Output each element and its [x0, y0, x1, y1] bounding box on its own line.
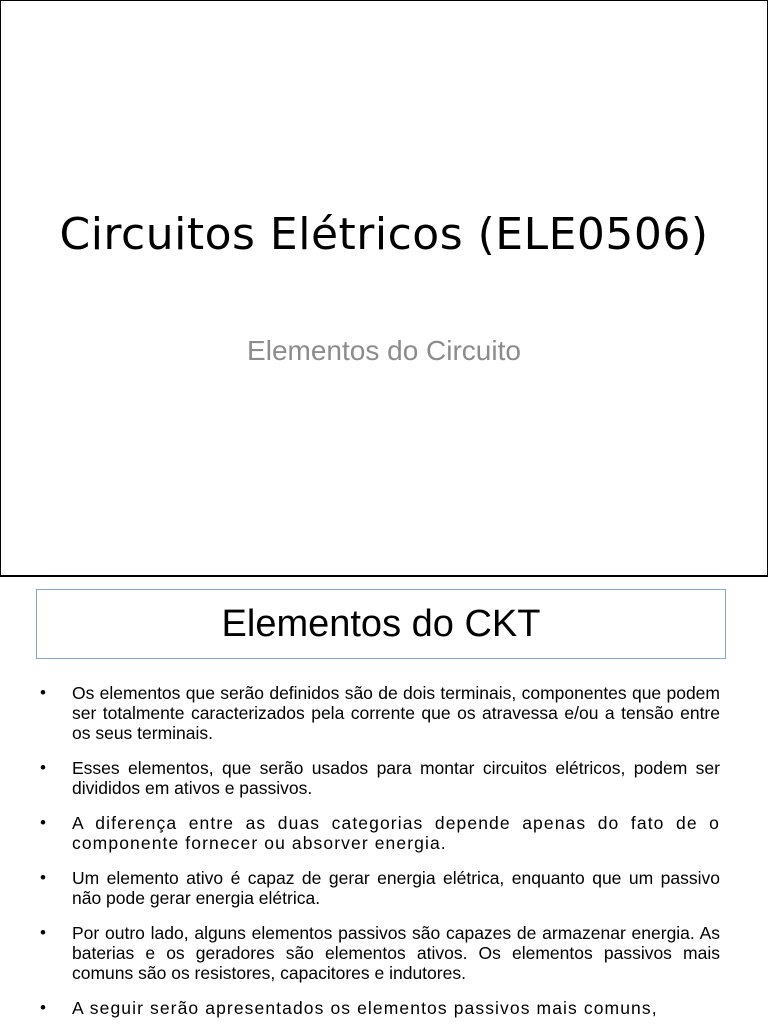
bullet-icon: •: [40, 923, 46, 942]
bullet-icon: •: [40, 758, 46, 777]
bullet-text: Por outro lado, alguns elementos passivos são capazes de armazenar energia. As baterias e os geradores são elementos ativos. Os elementos passivos mais comuns são os resistores, capacitores e indutores.: [72, 923, 720, 983]
bullet-text: Um elemento ativo é capaz de gerar energia elétrica, enquanto que um passivo não pode gerar energia elétrica.: [72, 868, 720, 908]
bullet-item: [0, 683, 768, 743]
content-slide: [0, 575, 768, 1026]
slide-title: Elementos do CKT: [221, 602, 541, 645]
bullet-text: A diferença entre as duas categorias depende apenas do fato de o componente fornecer ou absorver energia.: [72, 813, 720, 853]
bullet-item: [0, 923, 768, 983]
slide-title: Circuitos Elétricos (ELE0506): [59, 209, 709, 260]
bullet-icon: •: [40, 813, 48, 832]
bullet-text: Os elementos que serão definidos são de dois terminais, componentes que podem ser totalmente caracterizados pela corrente que os atravessa e/ou a tensão entre os seus terminais.: [72, 683, 720, 743]
bullet-item: [0, 758, 768, 798]
bullet-list: [0, 683, 768, 1033]
bullet-icon: •: [40, 868, 46, 887]
bullet-text: Esses elementos, que serão usados para montar circuitos elétricos, podem ser divididos em ativos e passivos.: [72, 758, 720, 798]
bullet-icon: •: [40, 998, 48, 1017]
bullet-item: [0, 813, 768, 853]
bullet-icon: •: [40, 683, 46, 702]
slide-subtitle: Elementos do Circuito: [247, 335, 521, 366]
slide-title-box: [36, 589, 726, 659]
bullet-item: [0, 998, 768, 1018]
bullet-item: [0, 868, 768, 908]
bullet-text: A seguir serão apresentados os elementos passivos mais comuns,: [72, 998, 658, 1018]
